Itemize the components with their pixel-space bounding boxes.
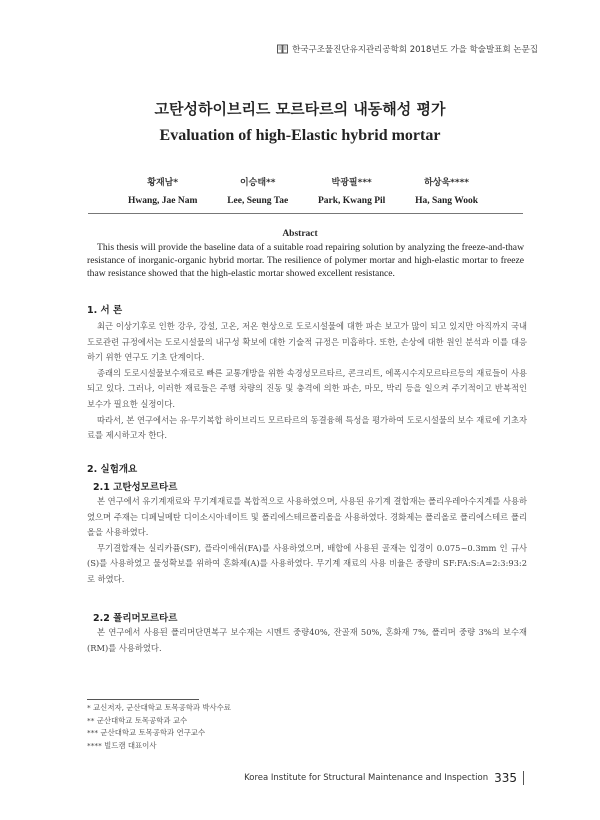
paragraph: 본 연구에서 사용된 폴리머단면복구 보수재는 시멘트 중량40%, 잔골재 50%, 혼화재 7%, 폴리머 중량 3%의 보수재(RM)를 사용하였다. xyxy=(87,627,527,653)
book-icon xyxy=(277,44,288,54)
footer-text: Korea Institute for Structural Maintenance and Inspection xyxy=(244,773,489,783)
paper-title-english: Evaluation of high-Elastic hybrid mortar xyxy=(159,127,441,144)
abstract-heading: Abstract xyxy=(282,229,318,239)
header-text: 한국구조물진단유지관리공학회 2018년도 가을 학술발표회 논문집 xyxy=(292,45,538,55)
author-name-english: Lee, Seung Tae xyxy=(227,196,289,206)
title-divider xyxy=(88,213,523,214)
footnote: * 교신저자, 군산대학교 토목공학과 박사수료 xyxy=(87,703,231,712)
author-name-korean: 박광필*** xyxy=(331,178,372,188)
abstract-text: This thesis will provide the baseline data of a suitable road repairing solution by analyzing the freeze-and-thaw resistance of inorganic-organic hybrid mortar. The resilience of polymer mortar and high-elastic mortar to freeze thaw resistance showed that the high-elastic mortar showed excellent resistance. xyxy=(87,242,524,280)
paragraph: 최근 이상기후로 인한 강우, 강설, 고온, 저온 현상으로 도로시설물에 대한 파손 보고가 많이 되고 있지만 아직까지 국내 도로관련 규정에서는 도로시설물의 내구성 확보에 대한 기술적 규정은 미흡하다. 또한, 손상에 대한 원인 분석과 이를 대응하기 위한 연구도 기초 단계이다. xyxy=(87,321,527,363)
subsection-2-2-body xyxy=(87,625,527,656)
running-header xyxy=(277,43,538,55)
author-name-korean: 하상욱**** xyxy=(424,178,469,188)
paper-title-korean: 고탄성하이브리드 모르타르의 내동해성 평가 xyxy=(154,100,446,118)
author-list xyxy=(128,175,478,206)
author-4 xyxy=(415,175,478,206)
subsection-2-2-heading: 2.2 폴리머모르타르 xyxy=(93,613,178,624)
footnote-divider xyxy=(87,699,199,700)
subsection-2-1-heading: 2.1 고탄성모르타르 xyxy=(93,482,178,493)
section-1-body xyxy=(87,319,527,444)
author-name-english: Park, Kwang Pil xyxy=(317,196,386,206)
author-name-english: Ha, Sang Wook xyxy=(415,196,478,206)
footnotes xyxy=(87,702,231,752)
author-3 xyxy=(318,175,385,206)
paragraph: 따라서, 본 연구에서는 유·무기복합 하이브리드 모르타르의 동결융해 특성을 평가하여 도로시설물의 보수 재료에 기초자료를 제시하고자 한다. xyxy=(87,414,527,441)
section-2-heading: 2. 실험개요 xyxy=(87,464,138,475)
author-name-korean: 이승태** xyxy=(239,178,276,188)
section-1-heading: 1. 서 론 xyxy=(87,305,123,316)
author-2 xyxy=(227,175,288,206)
page-number: 335 xyxy=(494,771,524,785)
abstract-body xyxy=(87,241,524,281)
author-name-korean: 황재남* xyxy=(147,178,179,188)
paragraph: 종래의 도로시설물보수재료로 빠른 교통개방을 위한 속경성모르타르, 콘크리트, 에폭시수지모르타르등의 재료들이 사용되고 있다. 그러나, 이러한 재료들은 주행 차량의 진동 및 충격에 의한 파손, 마모, 박리 등을 일으켜 주기적이고 반복적인 보수가 필요한 실정이다. xyxy=(87,367,527,409)
page-footer xyxy=(244,771,524,785)
footnote: ** 군산대학교 토목공학과 교수 xyxy=(87,715,188,725)
footnote: *** 군산대학교 토목공학과 연구교수 xyxy=(87,728,206,737)
footnote: **** 빌드캠 대표이사 xyxy=(87,740,157,750)
paragraph: 무기결합재는 실리카퓸(SF), 플라이애쉬(FA)를 사용하였으며, 배합에 사용된 골재는 입경이 0.075~0.3mm 인 규사(S)를 사용하였고 물성확보를 위하여 혼화제(A)를 사용하였다. 무기계 재료의 사용 비율은 중량비 SF:FA:S:A=2:3:93:2로 하였다. xyxy=(87,542,527,584)
paragraph: 본 연구에서 유기계재료와 무기계재료를 복합적으로 사용하였으며, 사용된 유기계 결합재는 폴리우레아수지계를 사용하였으며 주재는 디페닐메탄 디이소시아네이트 및 폴리에스테르폴리올을 사용하였다. 경화제는 폴리올로 폴리에스테르 폴리올을 사용하였다. xyxy=(87,496,527,538)
subsection-2-1-body xyxy=(87,494,527,588)
author-name-english: Hwang, Jae Nam xyxy=(128,196,198,206)
author-1 xyxy=(128,175,197,206)
